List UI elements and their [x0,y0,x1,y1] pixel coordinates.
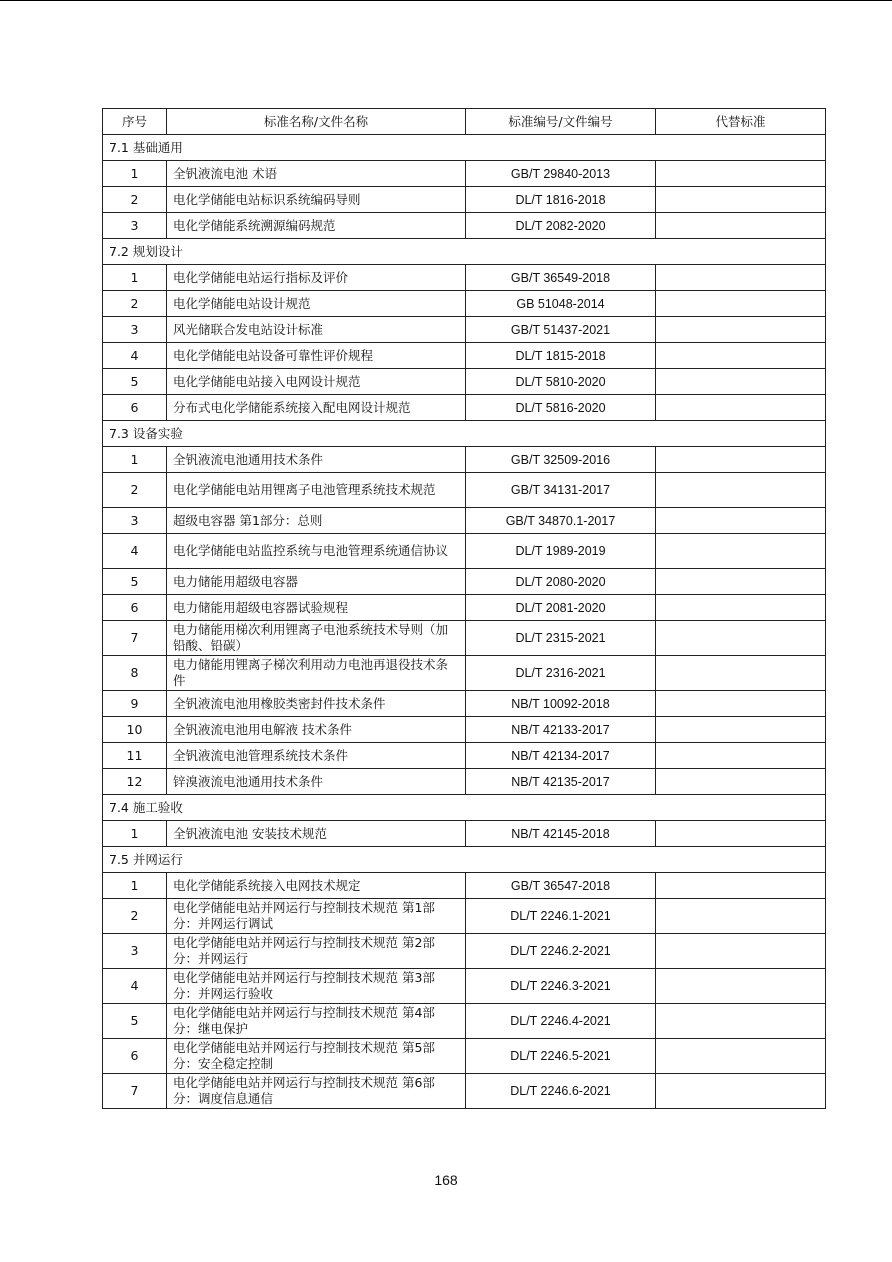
section-title: 7.2 规划设计 [103,239,826,265]
replaced-standard-cell [656,569,826,595]
standard-name-cell: 全钒液流电池通用技术条件 [167,447,466,473]
page-number: 168 [434,1172,458,1188]
row-number-cell: 1 [103,821,167,847]
standard-name-cell: 电化学储能系统接入电网技术规定 [167,873,466,899]
table-row [103,447,826,473]
standard-code-cell: GB/T 34131-2017 [466,473,656,508]
standard-code-cell: DL/T 1989-2019 [466,534,656,569]
standard-code-cell: GB 51048-2014 [466,291,656,317]
standard-code-cell: DL/T 5816-2020 [466,395,656,421]
standard-code-cell: DL/T 2082-2020 [466,213,656,239]
standard-code-cell: DL/T 2246.3-2021 [466,969,656,1004]
standard-code-cell: DL/T 2081-2020 [466,595,656,621]
replaced-standard-cell [656,1039,826,1074]
row-number-cell: 7 [103,621,167,656]
replaced-standard-cell [656,508,826,534]
standard-name-cell: 全钒液流电池 安装技术规范 [167,821,466,847]
section-row [103,239,826,265]
replaced-standard-cell [656,187,826,213]
row-number-cell: 2 [103,187,167,213]
section-row [103,795,826,821]
row-number-cell: 9 [103,691,167,717]
standard-name-cell: 电力储能用梯次利用锂离子电池系统技术导则（加铅酸、铅碳） [167,621,466,656]
row-number-cell: 5 [103,569,167,595]
standard-name-cell: 电力储能用超级电容器 [167,569,466,595]
table-row [103,213,826,239]
table-row [103,395,826,421]
standard-code-cell: DL/T 2246.5-2021 [466,1039,656,1074]
row-number-cell: 2 [103,291,167,317]
table-row [103,343,826,369]
standard-code-cell: DL/T 2246.6-2021 [466,1074,656,1109]
replaced-standard-cell [656,395,826,421]
table-row [103,595,826,621]
table-row [103,769,826,795]
standard-name-cell: 全钒液流电池管理系统技术条件 [167,743,466,769]
standard-name-cell: 电化学储能电站标识系统编码导则 [167,187,466,213]
table-row [103,691,826,717]
row-number-cell: 1 [103,873,167,899]
standard-code-cell: DL/T 5810-2020 [466,369,656,395]
table-row [103,873,826,899]
standard-name-cell: 全钒液流电池 术语 [167,161,466,187]
standard-code-cell: NB/T 42135-2017 [466,769,656,795]
standard-code-cell: GB/T 36547-2018 [466,873,656,899]
table-row [103,317,826,343]
replaced-standard-cell [656,343,826,369]
standard-name-cell: 电化学储能电站监控系统与电池管理系统通信协议 [167,534,466,569]
standard-name-cell: 锌溴液流电池通用技术条件 [167,769,466,795]
table-row [103,1074,826,1109]
standard-name-cell: 电化学储能电站并网运行与控制技术规范 第3部分：并网运行验收 [167,969,466,1004]
row-number-cell: 2 [103,899,167,934]
replaced-standard-cell [656,534,826,569]
standard-name-cell: 全钒液流电池用橡胶类密封件技术条件 [167,691,466,717]
standard-code-cell: NB/T 10092-2018 [466,691,656,717]
standards-table-body [103,109,826,1109]
table-row [103,369,826,395]
standard-code-cell: GB/T 36549-2018 [466,265,656,291]
row-number-cell: 1 [103,161,167,187]
row-number-cell: 3 [103,508,167,534]
replaced-standard-cell [656,595,826,621]
replaced-standard-cell [656,743,826,769]
standard-code-cell: NB/T 42134-2017 [466,743,656,769]
replaced-standard-cell [656,1074,826,1109]
replaced-standard-cell [656,161,826,187]
standards-table [102,108,826,1109]
row-number-cell: 8 [103,656,167,691]
row-number-cell: 10 [103,717,167,743]
row-number-cell: 1 [103,265,167,291]
standard-name-cell: 分布式电化学储能系统接入配电网设计规范 [167,395,466,421]
row-number-cell: 3 [103,934,167,969]
standard-code-cell: GB/T 32509-2016 [466,447,656,473]
header-number: 序号 [103,109,167,135]
standard-code-cell: DL/T 2246.4-2021 [466,1004,656,1039]
row-number-cell: 12 [103,769,167,795]
table-row [103,508,826,534]
standard-code-cell: DL/T 1815-2018 [466,343,656,369]
section-title: 7.3 设备实验 [103,421,826,447]
standard-code-cell: GB/T 34870.1-2017 [466,508,656,534]
standard-name-cell: 电化学储能电站并网运行与控制技术规范 第6部分：调度信息通信 [167,1074,466,1109]
section-row [103,421,826,447]
standard-name-cell: 电化学储能电站设计规范 [167,291,466,317]
row-number-cell: 6 [103,395,167,421]
replaced-standard-cell [656,899,826,934]
standard-name-cell: 电力储能用锂离子梯次利用动力电池再退役技术条件 [167,656,466,691]
table-row [103,534,826,569]
row-number-cell: 1 [103,447,167,473]
table-header-row [103,109,826,135]
table-row [103,899,826,934]
standard-name-cell: 电化学储能电站设备可靠性评价规程 [167,343,466,369]
table-row [103,717,826,743]
replaced-standard-cell [656,317,826,343]
table-row [103,656,826,691]
standard-name-cell: 电化学储能电站用锂离子电池管理系统技术规范 [167,473,466,508]
table-row [103,291,826,317]
replaced-standard-cell [656,969,826,1004]
table-row [103,1039,826,1074]
standard-code-cell: DL/T 2246.2-2021 [466,934,656,969]
replaced-standard-cell [656,873,826,899]
section-title: 7.1 基础通用 [103,135,826,161]
row-number-cell: 7 [103,1074,167,1109]
standard-code-cell: DL/T 2316-2021 [466,656,656,691]
standard-name-cell: 电化学储能电站并网运行与控制技术规范 第5部分：安全稳定控制 [167,1039,466,1074]
replaced-standard-cell [656,621,826,656]
replaced-standard-cell [656,656,826,691]
replaced-standard-cell [656,213,826,239]
replaced-standard-cell [656,473,826,508]
table-row [103,934,826,969]
row-number-cell: 5 [103,1004,167,1039]
standard-name-cell: 电力储能用超级电容器试验规程 [167,595,466,621]
standard-code-cell: DL/T 2080-2020 [466,569,656,595]
replaced-standard-cell [656,369,826,395]
standard-name-cell: 全钒液流电池用电解液 技术条件 [167,717,466,743]
replaced-standard-cell [656,691,826,717]
standard-name-cell: 电化学储能电站接入电网设计规范 [167,369,466,395]
replaced-standard-cell [656,265,826,291]
standard-code-cell: DL/T 2315-2021 [466,621,656,656]
row-number-cell: 3 [103,213,167,239]
standard-name-cell: 电化学储能系统溯源编码规范 [167,213,466,239]
replaced-standard-cell [656,447,826,473]
table-row [103,161,826,187]
replaced-standard-cell [656,821,826,847]
standard-name-cell: 超级电容器 第1部分：总则 [167,508,466,534]
standard-code-cell: DL/T 1816-2018 [466,187,656,213]
standard-code-cell: NB/T 42145-2018 [466,821,656,847]
replaced-standard-cell [656,1004,826,1039]
row-number-cell: 3 [103,317,167,343]
section-title: 7.5 并网运行 [103,847,826,873]
standard-name-cell: 电化学储能电站并网运行与控制技术规范 第1部分：并网运行调试 [167,899,466,934]
replaced-standard-cell [656,769,826,795]
row-number-cell: 5 [103,369,167,395]
replaced-standard-cell [656,934,826,969]
row-number-cell: 4 [103,534,167,569]
replaced-standard-cell [656,717,826,743]
row-number-cell: 4 [103,343,167,369]
standard-code-cell: GB/T 51437-2021 [466,317,656,343]
replaced-standard-cell [656,291,826,317]
table-row [103,265,826,291]
table-row [103,969,826,1004]
row-number-cell: 4 [103,969,167,1004]
header-name: 标准名称/文件名称 [167,109,466,135]
row-number-cell: 6 [103,1039,167,1074]
row-number-cell: 6 [103,595,167,621]
standard-name-cell: 电化学储能电站并网运行与控制技术规范 第4部分：继电保护 [167,1004,466,1039]
page-top-border [0,0,892,1]
standard-name-cell: 电化学储能电站并网运行与控制技术规范 第2部分：并网运行 [167,934,466,969]
header-replace: 代替标准 [656,109,826,135]
standard-name-cell: 风光储联合发电站设计标准 [167,317,466,343]
row-number-cell: 11 [103,743,167,769]
standard-code-cell: GB/T 29840-2013 [466,161,656,187]
table-row [103,187,826,213]
standard-code-cell: DL/T 2246.1-2021 [466,899,656,934]
row-number-cell: 2 [103,473,167,508]
header-code: 标准编号/文件编号 [466,109,656,135]
table-row [103,821,826,847]
section-row [103,847,826,873]
table-row [103,743,826,769]
section-title: 7.4 施工验收 [103,795,826,821]
standard-code-cell: NB/T 42133-2017 [466,717,656,743]
table-row [103,1004,826,1039]
table-row [103,569,826,595]
table-row [103,621,826,656]
table-row [103,473,826,508]
section-row [103,135,826,161]
standard-name-cell: 电化学储能电站运行指标及评价 [167,265,466,291]
